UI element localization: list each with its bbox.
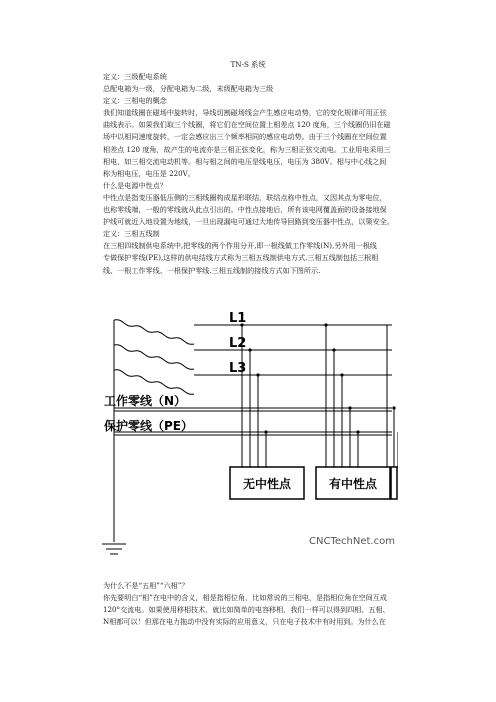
box-no-neutral-label: 无中性点 xyxy=(242,477,292,491)
text-line: 我们知道线圈在磁场中旋转时，导线切割磁场线会产生感应电动势，它的变化规律可用正弦 xyxy=(103,108,387,118)
text-line: 称为相电压，电压是 220V。 xyxy=(103,168,195,178)
text-line: 也称零线端，一般的零线就从此点引出的。中性点接地后，所有该电网覆盖面的设备接地保 xyxy=(103,205,387,215)
l1-label: L1 xyxy=(229,311,247,326)
box-single-phase-stub xyxy=(391,467,397,499)
page-title: TN-S 系统 xyxy=(230,60,266,69)
text-line: 总配电箱为一级，分配电箱为二级，末级配电箱为三级 xyxy=(103,84,274,94)
text-line: 中性点是指变压器低压侧的三相线圈构成星形联结，联结点称中性点，又因其点为零电位， xyxy=(103,192,387,202)
coil-l2 xyxy=(114,345,194,370)
text-line: 120°交流电。如果使用移相技术，就比如简单的电容移相，我们一样可以得到四相、五相、 xyxy=(103,605,390,615)
pe-label: 保护零线（PE） xyxy=(104,419,193,433)
text-line: 专做保护零线(PE),这样的供电结线方式称为三相五线制供电方式.三相五线制包括三根相 xyxy=(103,253,379,263)
coil-l1 xyxy=(114,320,194,345)
text-line: N相都可以！但那在电力拖动中没有实际的应用意义，只在电子技术中有时用到。为什么在 xyxy=(103,617,386,627)
n-label: 工作零线（N） xyxy=(104,394,187,408)
text-line: 什么是电源中性点？ xyxy=(103,180,167,190)
l3-label: L3 xyxy=(229,361,247,376)
text-line: 相电，如三相交流电动机等。相与相之间的电压是线电压，电压为 380V。相与中心线之间 xyxy=(103,156,387,166)
text-line: 为什么不是“五相”“六相”？ xyxy=(103,581,189,590)
text-line: 场中以相同速度旋转，一定会感应出三个频率相同的感应电动势。由于三个线圈在空间位置 xyxy=(103,132,387,142)
text-line: 你先要明白“相”在电中的含义，相是指相位角，比如常说的三相电，是指相位角在空间互成 xyxy=(103,593,387,603)
text-line: 在三相四线制供电系统中,把零线的两个作用分开,即一根线做工作零线(N),另外用一根线 xyxy=(103,241,377,251)
text-line: 定义：三相五线制 xyxy=(103,229,160,239)
text-line: 线、一根工作零线、一根保护零线.三相五线制的接线方式如下图所示. xyxy=(103,265,321,275)
wiring-diagram xyxy=(102,302,398,564)
text-line: 相差点 120 度角，故产生的电流亦是三相正弦变化，称为三相正弦交流电。工业用电采用三 xyxy=(103,144,391,154)
box-with-neutral-label: 有中性点 xyxy=(328,477,378,491)
bottom-text xyxy=(103,580,394,628)
coil-l3 xyxy=(114,370,194,395)
l2-label: L2 xyxy=(229,336,247,351)
text-line: 定义：三相电的概念 xyxy=(103,96,167,106)
text-line: 定义：三级配电系统 xyxy=(103,72,167,81)
watermark: CNCTechNet.com xyxy=(309,536,395,547)
body-text xyxy=(103,71,394,277)
text-line: 曲线表示。如果我们取三个线圈，将它们在空间位置上相差点 120 度角，三个线圈仍旧在磁 xyxy=(103,120,391,130)
text-line: 护线可就近入地设置为地线，一旦出现漏电可通过大地传导回路到变压器中性点，以策安全。 xyxy=(103,217,394,227)
